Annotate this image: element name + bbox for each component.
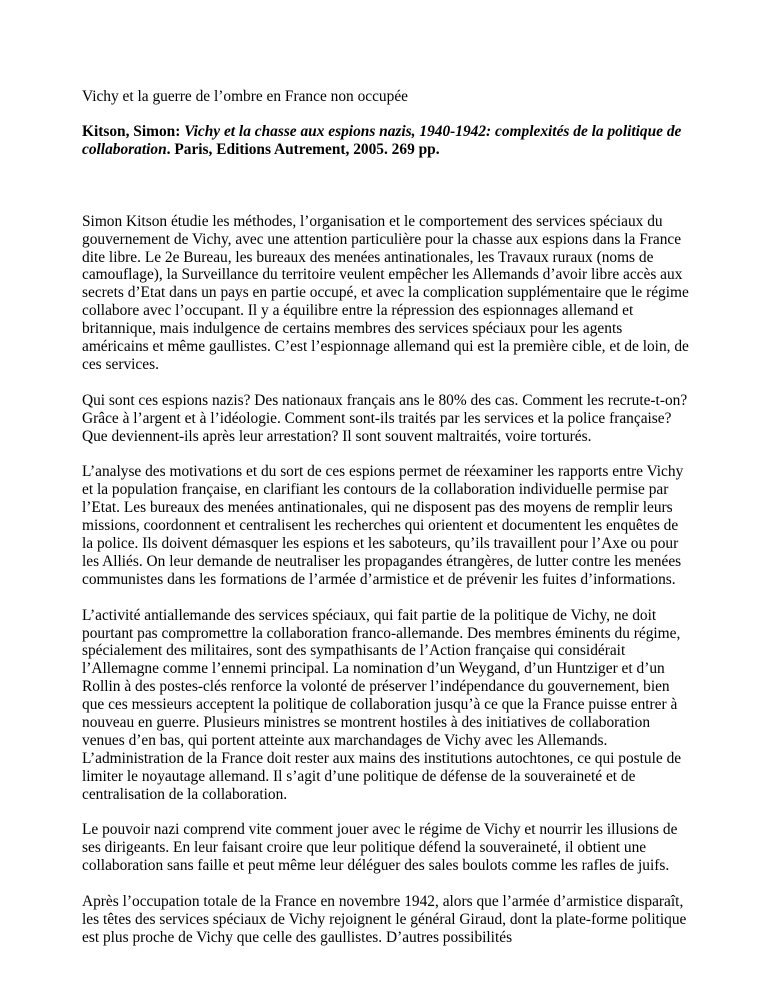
citation-author: Kitson, Simon: — [82, 122, 185, 140]
paragraph: Après l’occupation totale de la France en novembre 1942, alors que l’armée d’armistice disparaît, les têtes des services spéciaux de Vichy rejoignent le général Giraud, dont la plate-forme politique est plus proche de Vichy que celle des gaullistes. D’autres possibilités — [82, 893, 687, 946]
paragraph: L’analyse des motivations et du sort de ces espions permet de réexaminer les rapports entre Vichy et la population française, en clarifiant les contours de la collaboration individuelle permise par l’Etat. Les bureaux des menées antinationales, qui ne disposent pas des moyens de remplir leurs missions, coordonnent et centralisent les recherches qui orientent et documentent les enquêtes de la police. Ils doivent démasquer les espions et les saboteurs, qu’ils travaillent pour l’Axe ou pour les Alliés. On leur demande de neutraliser les propagandes étrangères, de lutter contre les menées communistes dans les formations de l’armée d’armistice et de prévenir les fuites d’informations. — [82, 463, 684, 588]
paragraph: Le pouvoir nazi comprend vite comment jouer avec le régime de Vichy et nourrir les illusions de ses dirigeants. En leur faisant croire que leur politique défend la souveraineté, il obtient une collaboration sans faille et peut même leur déléguer des sales boulots comme les rafles de juifs. — [82, 821, 678, 875]
document-heading: Vichy et la guerre de l’ombre en France non occupée — [82, 88, 408, 105]
paragraph: L’activité antiallemande des services spéciaux, qui fait partie de la politique de Vichy, ne doit pourtant pas compromettre la collaboration franco-allemande. Des membres éminents du régime, spécialement des militaires, sont des sympathisants de l’Action française qui considérait l’Allemagne comme l’ennemi principal. La nomination d’un Weygand, d’un Huntziger et d’un Rollin à des postes-clés renforce la volonté de préserver l’indépendance du gouvernement, bien que ces messieurs acceptent la politique de collaboration jusqu’à ce que la France puisse entrer à nouveau en guerre. Plusieurs ministres se montrent hostiles à des initiatives de collaboration venues d’en bas, qui portent atteinte aux marchandages de Vichy avec les Allemands. L’administration de la France doit rester aux mains des institutions autochtones, ce qui postule de limiter le noyautage allemand. Il s’agit d’une politique de défense de la souveraineté et de centralisation de la collaboration. — [82, 606, 682, 803]
book-citation — [82, 123, 690, 159]
paragraph: Qui sont ces espions nazis? Des nationaux français ans le 80% des cas. Comment les recrute-t-on? Grâce à l’argent et à l’idéologie. Comment sont-ils traités par les services et la police française? Que deviennent-ils après leur arrestation? Il sont souvent maltraités, voire torturés. — [82, 391, 688, 445]
citation-title: Vichy et la chasse aux espions nazis, 1940-1942: complexités de la politique de collaboration — [82, 122, 682, 158]
paragraph: Simon Kitson étudie les méthodes, l’organisation et le comportement des services spéciaux du gouvernement de Vichy, avec une attention particulière pour la chasse aux espions dans la France dite libre. Le 2e Bureau, les bureaux des menées antinationales, les Travaux ruraux (noms de camouflage), la Surveillance du territoire veulent empêcher les Allemands d’avoir libre accès aux secrets d’Etat dans un pays en partie occupé, et avec la complication supplémentaire que le régime collabore avec l’occupant. Il y a équilibre entre la répression des espionnages allemand et britannique, mais indulgence de certains membres des services spéciaux pour les agents américains et même gaullistes. C’est l’espionnage allemand qui est la première cible, et de loin, de ces services. — [82, 212, 689, 373]
citation-details: . Paris, Editions Autrement, 2005. 269 pp. — [166, 140, 440, 158]
document-body — [82, 88, 690, 965]
